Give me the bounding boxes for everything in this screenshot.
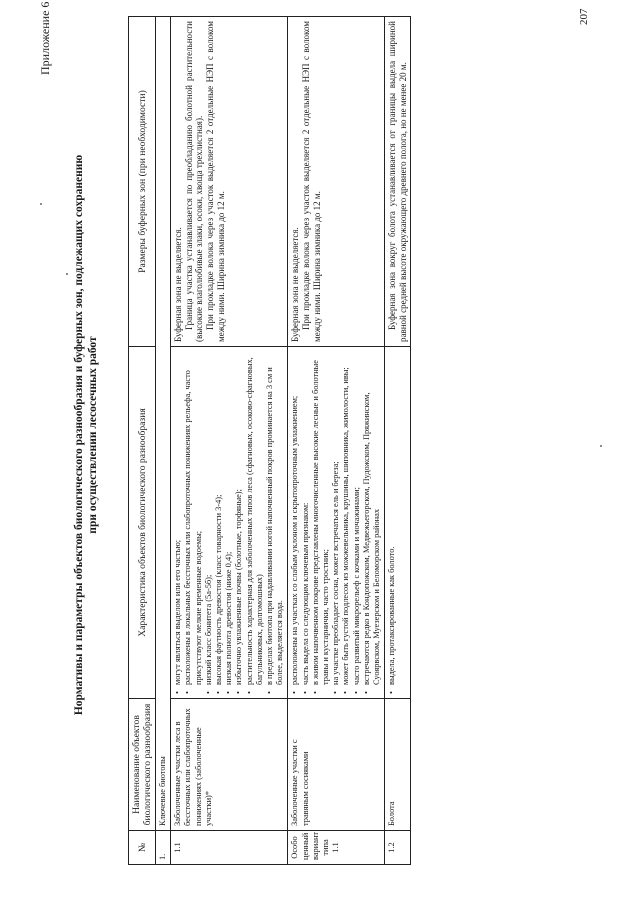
scan-speck (600, 445, 602, 447)
table-row (288, 17, 385, 865)
row-name: Заболоченные участки леса в бессточных или слабопроточных понижениях (заболоченные участки)* (171, 699, 288, 831)
header-num: № (129, 831, 156, 865)
list-item: • могут являться выделом или его частью; (173, 351, 183, 694)
list-item: • выдела, протаксированные как болото. (387, 351, 397, 694)
row-name: Заболоченные участки с травяным сосняками (288, 699, 385, 831)
section-number: 1. (156, 831, 171, 865)
scan-speck (66, 273, 68, 275)
table-row (385, 17, 411, 865)
title-line-2: при осуществлении лесосечных работ (87, 336, 99, 534)
row-number: 1.1 (171, 831, 288, 865)
buffer-text: При прокладке волока через участок выделяется 2 отдельные НЭП с волоком между ними. Ширина зимника до 12 м. (301, 21, 322, 342)
list-item: • расположены на участках со слабым уклоном и скрытопроточным увлажнением; (290, 351, 300, 694)
scan-speck (40, 203, 42, 205)
title-line-1: Нормативы и параметры объектов биологического разнообразия и буферных зон, подлежащих сохранению (73, 154, 85, 716)
row-buffer (171, 17, 288, 347)
document-title (72, 5, 100, 865)
header-name: Наименование объектов биологического разнообразия (129, 699, 156, 831)
list-item: • в живом напочвенном покрове представлены многочисленные высокие лесные и болотные травы и кустарнички, часто тростник; (311, 351, 331, 694)
list-item: • часто развитый микрорельеф с кочками и мочажинами; (352, 351, 362, 694)
row-number: 1.2 (385, 831, 411, 865)
row-characteristics (288, 347, 385, 699)
buffer-text: Буферная зона не выделяется. (173, 227, 184, 342)
row-name: Болота (385, 699, 411, 831)
buffer-text: Граница участка устанавливается по преобладанию болотной растительности (высокие влаголюбивые злаки, осоки, хвоща трехлистная). (183, 21, 205, 342)
list-item: • на участке преобладает сосна, может встречаться ель и береза; (331, 351, 341, 694)
appendix-label: Приложение 6 (38, 1, 52, 75)
list-item: • избыточно увлажненные почвы (болотные, торфяные); (234, 351, 244, 694)
list-item: • расположены в локальных бессточных или слабопроточных понижениях рельефа, часто присутствуют мелкие временные водоемы; (183, 351, 203, 694)
row-special-label: Особо ценный вариант типа 1.1 (288, 831, 385, 865)
row-characteristics (385, 347, 411, 699)
list-item: • может быть густой подлесок из можжевельника, крушины, шиповника, жимолости, ивы; (341, 351, 351, 694)
list-item: • часть выдела со следующим ключевым признаком: (301, 351, 311, 694)
table-row (171, 17, 288, 865)
row-buffer (385, 17, 411, 347)
norms-table (128, 16, 411, 865)
page-number: 207 (578, 8, 590, 25)
header-buffer: Размеры буферных зон (при необходимости) (129, 17, 156, 347)
list-item: • встречаются редко в Кондопожском, Медвежьегорском, Пудожском, Пряжинском, Суоярвском, Муезерском и Беломорском районах (362, 351, 382, 694)
table-header-row (129, 17, 156, 865)
section-title: Ключевые биотопы (156, 17, 171, 831)
list-item: • растительность характерная для заболоченных типов леса (сфагновых, осоково-сфагновых, багульниковых, долгомошных) (245, 351, 265, 694)
row-characteristics (171, 347, 288, 699)
row-buffer (288, 17, 385, 347)
buffer-text: Буферная зона не выделяется. (290, 227, 301, 342)
list-item: • высокая фаутность древостоя (класс товарности 3-4); (214, 351, 224, 694)
list-item: • в пределах биотопа при надавливании ногой напочвенный покров проминается на 3 см и более, выделяется вода. (265, 351, 285, 694)
buffer-text: Буферная зона вокруг болота устанавливается от границы выдела шириной равной средней высоте окружающего древнего полога, но не менее 20 м. (387, 21, 408, 342)
buffer-text: При прокладке волока через участок выделяется 2 отдельные НЭП с волоком между ними. Ширина зимника до 12 м. (204, 21, 226, 342)
list-item: • низкий класс бонитета (5а-5б); (204, 351, 214, 694)
section-row (156, 17, 171, 865)
list-item: • низкая полнота древостоя (ниже 0,4); (224, 351, 234, 694)
header-chars: Характеристика объектов биологического разнообразия (129, 347, 156, 699)
